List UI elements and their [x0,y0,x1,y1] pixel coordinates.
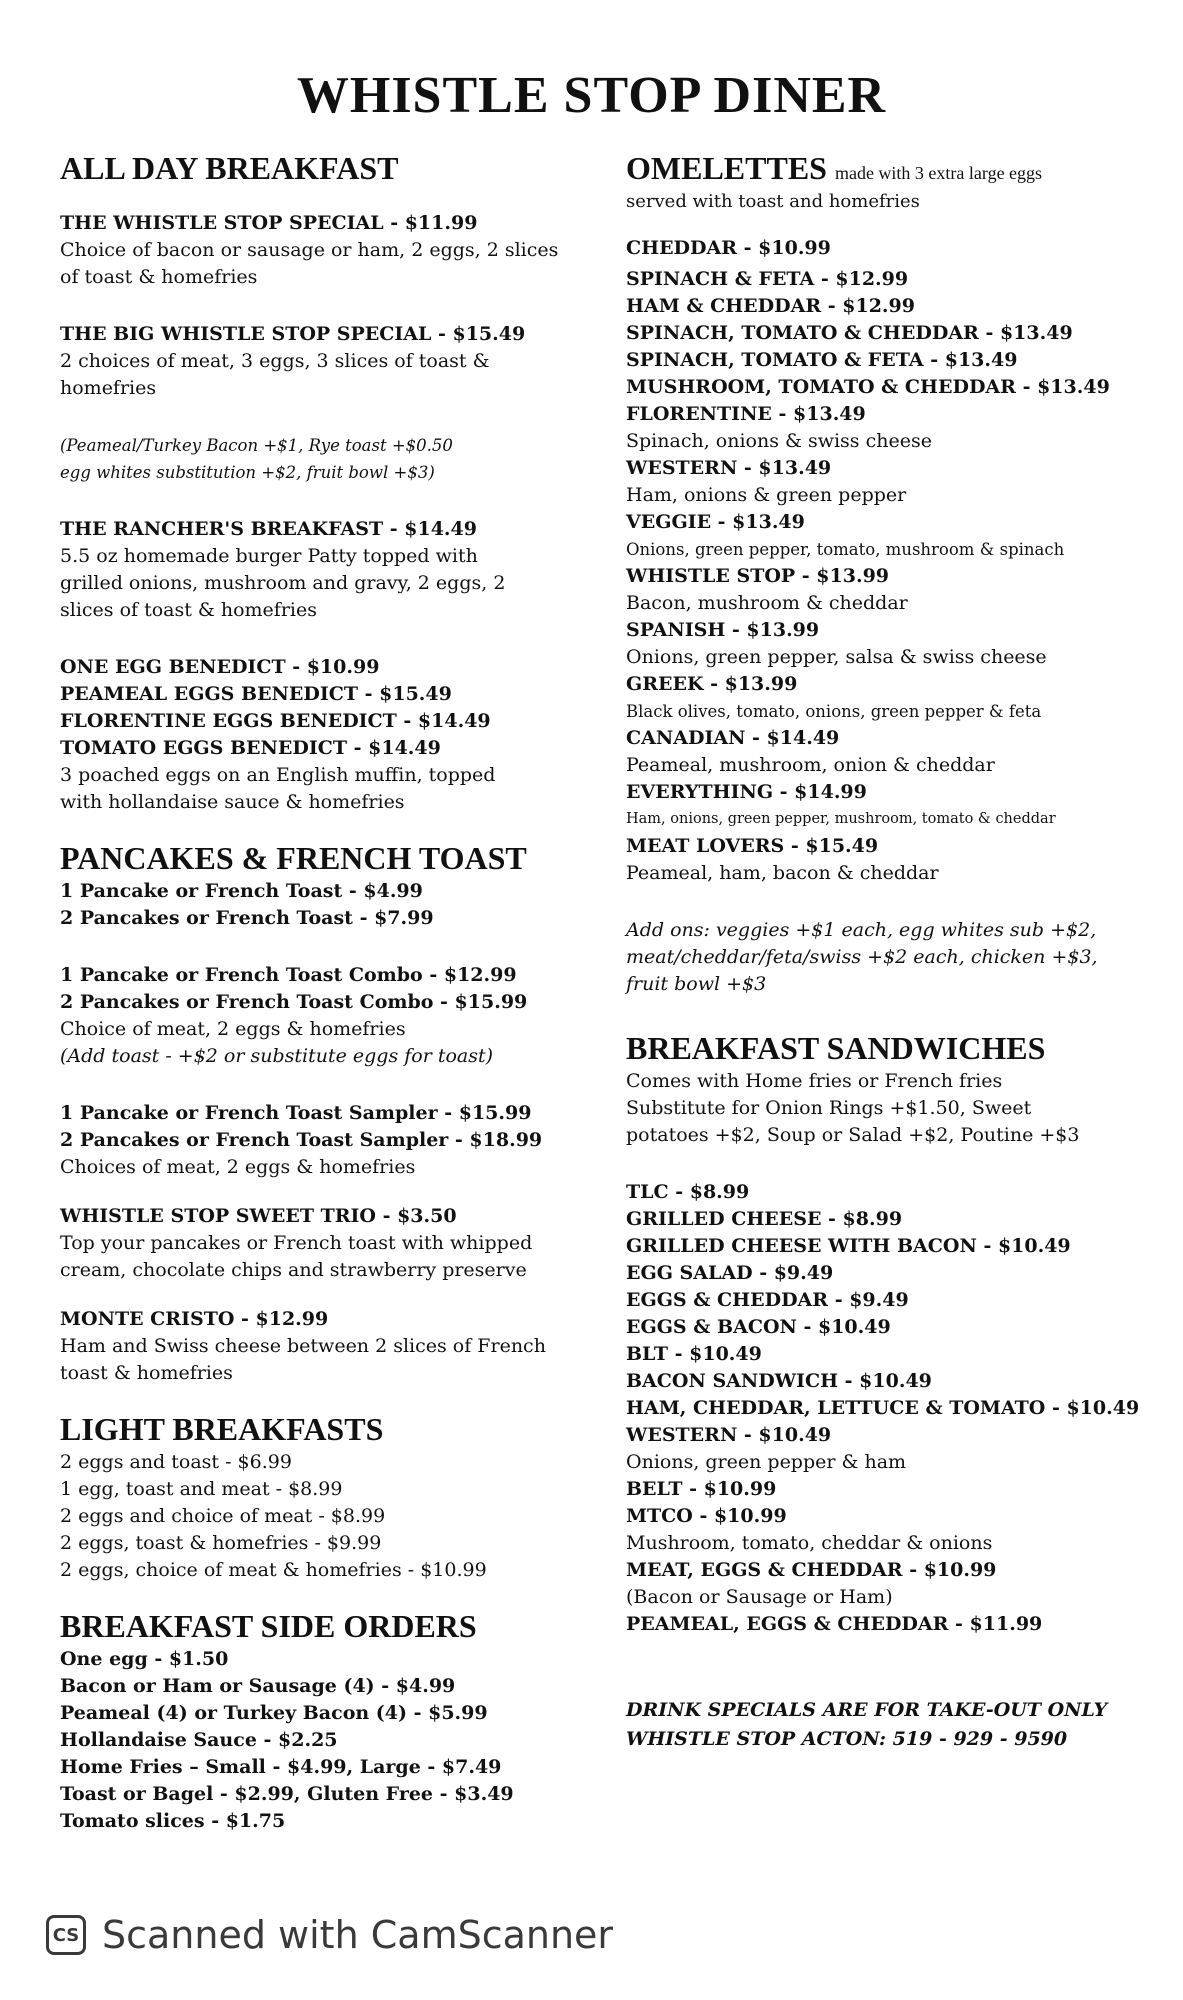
section-title-sandwiches: BREAKFAST SANDWICHES [626,1030,1046,1066]
menu-item-desc: Top your pancakes or French toast with whipped [60,1232,533,1254]
menu-item-desc: 3 poached eggs on an English muffin, topped [60,764,496,786]
camscanner-watermark [46,1913,613,1957]
menu-item-name: THE BIG WHISTLE STOP SPECIAL - $15.49 [60,323,526,345]
menu-item-name: EGGS & CHEDDAR - $9.49 [626,1289,909,1311]
menu-item-desc: Black olives, tomato, onions, green pepper & feta [626,702,1042,721]
menu-item-desc: cream, chocolate chips and strawberry preserve [60,1259,527,1281]
menu-note: egg whites substitution +$2, fruit bowl +$3) [60,463,435,482]
menu-item-desc: Ham and Swiss cheese between 2 slices of French [60,1335,546,1357]
right-column [626,148,1146,1754]
menu-item-desc: of toast & homefries [60,266,258,288]
menu-item-name: WHISTLE STOP SWEET TRIO - $3.50 [60,1205,457,1227]
menu-item-name: WESTERN - $13.49 [626,457,832,479]
menu-item-name: BLT - $10.49 [626,1343,762,1365]
menu-item-desc: Ham, onions, green pepper, mushroom, tomato & cheddar [626,811,1056,827]
menu-item-desc: Choice of bacon or sausage or ham, 2 eggs, 2 slices [60,239,559,261]
menu-item-desc: (Bacon or Sausage or Ham) [626,1586,893,1608]
menu-item-name: MEAT LOVERS - $15.49 [626,835,879,857]
section-title-omelettes [626,148,1146,193]
menu-item-name: HAM & CHEDDAR - $12.99 [626,295,915,317]
menu-item-name: SPINACH, TOMATO & CHEDDAR - $13.49 [626,322,1073,344]
menu-item-desc: Peameal, mushroom, onion & cheddar [626,754,995,776]
menu-item: Hollandaise Sauce - $2.25 [60,1729,338,1751]
menu-item: Home Fries – Small - $4.99, Large - $7.49 [60,1756,502,1778]
menu-item-name: WHISTLE STOP - $13.99 [626,565,890,587]
menu-item-name: VEGGIE - $13.49 [626,511,805,533]
menu-item-name: HAM, CHEDDAR, LETTUCE & TOMATO - $10.49 [626,1397,1140,1419]
section-title-all-day-breakfast: ALL DAY BREAKFAST [60,150,399,186]
section-title-light-breakfasts: LIGHT BREAKFASTS [60,1411,384,1447]
omelettes-title: OMELETTES [626,150,827,186]
menu-note: (Peameal/Turkey Bacon +$1, Rye toast +$0.50 [60,436,453,455]
menu-item-name: SPANISH - $13.99 [626,619,820,641]
menu-item-name: WESTERN - $10.49 [626,1424,832,1446]
menu-item-name: 2 Pancakes or French Toast Sampler - $18.99 [60,1129,543,1151]
camscanner-text: Scanned with CamScanner [102,1913,614,1957]
camscanner-logo-icon: CS [46,1915,86,1955]
menu-item-desc: Spinach, onions & swiss cheese [626,430,932,452]
menu-item-name: EGG SALAD - $9.49 [626,1262,834,1284]
menu-item: Tomato slices - $1.75 [60,1810,286,1832]
menu-item-desc: 5.5 oz homemade burger Patty topped with [60,545,478,567]
menu-item-name: THE WHISTLE STOP SPECIAL - $11.99 [60,212,478,234]
menu-item-desc: Bacon, mushroom & cheddar [626,592,908,614]
section-desc: potatoes +$2, Soup or Salad +$2, Poutine +$3 [626,1124,1080,1146]
menu-item-name: MONTE CRISTO - $12.99 [60,1308,329,1330]
menu-item-desc: Onions, green pepper & ham [626,1451,907,1473]
menu-item: 2 eggs and toast - $6.99 [60,1451,292,1473]
menu-item-name: PEAMEAL, EGGS & CHEDDAR - $11.99 [626,1613,1043,1635]
left-column [60,148,580,1835]
menu-item-desc: slices of toast & homefries [60,599,317,621]
menu-item-name: SPINACH & FETA - $12.99 [626,268,909,290]
menu-note: (Add toast - +$2 or substitute eggs for toast) [60,1045,494,1067]
menu-item-name: GREEK - $13.99 [626,673,798,695]
menu-item-name: FLORENTINE EGGS BENEDICT - $14.49 [60,710,491,732]
menu-item-name: 1 Pancake or French Toast Combo - $12.99 [60,964,517,986]
menu-item-name: ONE EGG BENEDICT - $10.99 [60,656,380,678]
section-desc: Comes with Home fries or French fries [626,1070,1003,1092]
menu-item: One egg - $1.50 [60,1648,229,1670]
menu-item-desc: Choice of meat, 2 eggs & homefries [60,1018,406,1040]
menu-item-desc: homefries [60,377,157,399]
addons-note: meat/cheddar/feta/swiss +$2 each, chicken +$3, [626,946,1098,968]
menu-item-desc: Choices of meat, 2 eggs & homefries [60,1156,416,1178]
section-title-pancakes: PANCAKES & FRENCH TOAST [60,840,527,876]
menu-item-name: MTCO - $10.99 [626,1505,787,1527]
addons-note: fruit bowl +$3 [626,973,767,995]
section-desc: Substitute for Onion Rings +$1.50, Sweet [626,1097,1032,1119]
menu-item-name: GRILLED CHEESE WITH BACON - $10.49 [626,1235,1071,1257]
menu-item: Peameal (4) or Turkey Bacon (4) - $5.99 [60,1702,488,1724]
menu-item-name: BELT - $10.99 [626,1478,777,1500]
menu-item-desc: Ham, onions & green pepper [626,484,907,506]
menu-item-name: TLC - $8.99 [626,1181,750,1203]
phone-number: WHISTLE STOP ACTON: 519 - 929 - 9590 [626,1728,1068,1750]
menu-item-name: THE RANCHER'S BREAKFAST - $14.49 [60,518,477,540]
menu-item-name: CANADIAN - $14.49 [626,727,840,749]
menu-item-desc: with hollandaise sauce & homefries [60,791,405,813]
menu-item-name: BACON SANDWICH - $10.49 [626,1370,932,1392]
addons-note: Add ons: veggies +$1 each, egg whites sub +$2, [626,919,1097,941]
menu-item-name: 2 Pancakes or French Toast Combo - $15.99 [60,991,528,1013]
menu-item-desc: Onions, green pepper, tomato, mushroom & spinach [626,540,1065,559]
menu-item-name: MEAT, EGGS & CHEDDAR - $10.99 [626,1559,997,1581]
menu-item-name: SPINACH, TOMATO & FETA - $13.49 [626,349,1018,371]
menu-item-desc: grilled onions, mushroom and gravy, 2 eggs, 2 [60,572,506,594]
menu-item-desc: Mushroom, tomato, cheddar & onions [626,1532,993,1554]
menu-item-name: CHEDDAR - $10.99 [626,237,831,259]
omelettes-subtitle-line: served with toast and homefries [626,191,920,212]
menu-item-desc: toast & homefries [60,1362,233,1384]
menu-item-name: EVERYTHING - $14.99 [626,781,867,803]
omelettes-subtitle: made with 3 extra large eggs [834,163,1043,183]
menu-item-name: MUSHROOM, TOMATO & CHEDDAR - $13.49 [626,376,1110,398]
menu-item: 2 eggs, toast & homefries - $9.99 [60,1532,382,1554]
menu-item-desc: 2 choices of meat, 3 eggs, 3 slices of toast & [60,350,490,372]
drink-specials-note: DRINK SPECIALS ARE FOR TAKE-OUT ONLY [626,1699,1108,1721]
menu-item-desc: Peameal, ham, bacon & cheddar [626,862,939,884]
menu-item-name: FLORENTINE - $13.49 [626,403,866,425]
menu-item: 2 eggs and choice of meat - $8.99 [60,1505,386,1527]
menu-item-desc: Onions, green pepper, salsa & swiss cheese [626,646,1047,668]
menu-item: 2 eggs, choice of meat & homefries - $10.99 [60,1559,487,1581]
menu-item-name: TOMATO EGGS BENEDICT - $14.49 [60,737,441,759]
page-title: WHISTLE STOP DINER [296,67,887,124]
menu-item: Toast or Bagel - $2.99, Gluten Free - $3.49 [60,1783,514,1805]
menu-item-name: 1 Pancake or French Toast - $4.99 [60,880,423,902]
menu-item-name: GRILLED CHEESE - $8.99 [626,1208,903,1230]
menu-item: Bacon or Ham or Sausage (4) - $4.99 [60,1675,456,1697]
section-title-side-orders: BREAKFAST SIDE ORDERS [60,1608,477,1644]
menu-item-name: 2 Pancakes or French Toast - $7.99 [60,907,434,929]
menu-item: 1 egg, toast and meat - $8.99 [60,1478,343,1500]
menu-item-name: EGGS & BACON - $10.49 [626,1316,891,1338]
menu-item-name: PEAMEAL EGGS BENEDICT - $15.49 [60,683,452,705]
menu-item-name: 1 Pancake or French Toast Sampler - $15.99 [60,1102,532,1124]
